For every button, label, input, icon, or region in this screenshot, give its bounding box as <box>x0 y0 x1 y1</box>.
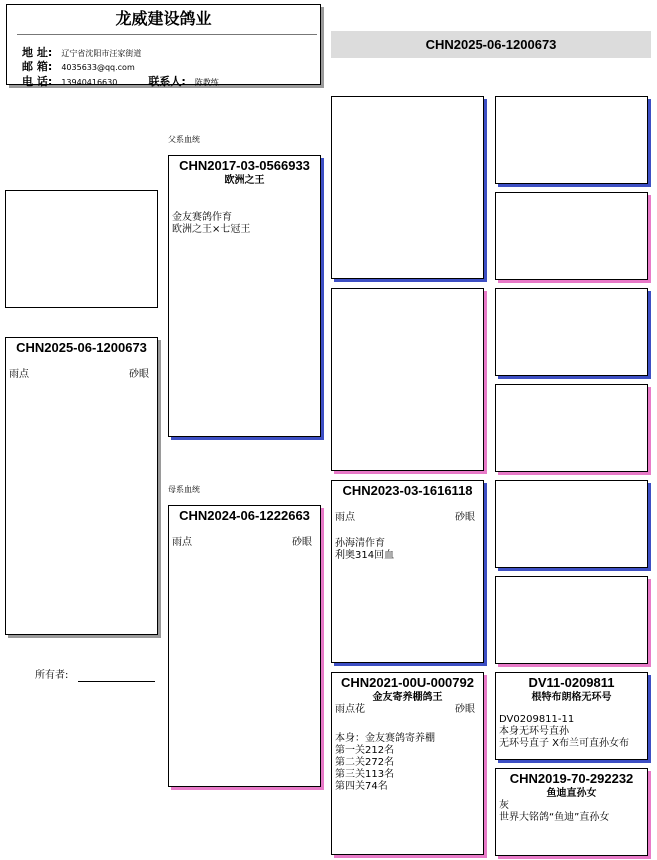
ddd-sire-name: 根特布朗格无环号 <box>531 692 612 703</box>
contact-value: 陈教练 <box>194 78 219 87</box>
dam-sire-attributes <box>332 512 483 524</box>
sire-card <box>168 155 321 437</box>
sire-sire-card <box>331 96 484 279</box>
ddd-sire-notes: DV0209811-11 本身无环号直孙 无环号直子 X布兰可直孙女布 <box>499 714 630 749</box>
pigeon-photo <box>5 190 158 308</box>
address-value: 辽宁省沈阳市汪家街道 <box>61 49 142 58</box>
dam-sire-eye: 砂眼 <box>455 512 475 523</box>
subject-ring: CHN2025-06-1200673 <box>16 340 147 355</box>
great-grandparent-3 <box>495 288 648 376</box>
dam-dam-card <box>331 672 484 855</box>
sire-name: 欧洲之王 <box>224 175 265 186</box>
ddd-dam-color: 灰 <box>499 800 509 811</box>
sire-ring: CHN2017-03-0566933 <box>179 158 310 173</box>
great-grandparent-2 <box>495 192 648 280</box>
header-divider <box>17 34 317 35</box>
breeder-name: 龙威建设鸽业 <box>115 9 212 28</box>
phone-row <box>22 70 219 89</box>
sire-section-label: 父系血统 <box>168 135 200 144</box>
dam-attributes <box>169 537 320 549</box>
owner-label: 所有者: <box>35 670 69 681</box>
top-ring-number: CHN2025-06-1200673 <box>425 37 557 52</box>
ddd-dam-ring: CHN2019-70-292232 <box>509 771 634 786</box>
phone-value: 13940416630 <box>61 78 118 87</box>
dam-ring: CHN2024-06-1222663 <box>179 508 310 523</box>
ddd-sire-card <box>495 672 648 760</box>
dam-sire-card <box>331 480 484 663</box>
subject-color: 雨点 <box>9 369 29 380</box>
ddd-dam-name: 鱼迪直孙女 <box>546 788 597 799</box>
phone-label: 电 话: <box>22 75 53 88</box>
dam-eye: 砂眼 <box>292 537 312 548</box>
subject-card <box>5 337 158 635</box>
dam-dam-ring: CHN2021-00U-000792 <box>341 675 474 690</box>
ddd-sire-ring: DV11-0209811 <box>528 675 615 690</box>
subject-eye: 砂眼 <box>129 369 149 380</box>
contact-label: 联系人: <box>148 75 186 88</box>
dam-color: 雨点 <box>172 537 192 548</box>
dam-sire-notes: 孙海清作育 利奥314回血 <box>335 538 395 561</box>
dam-sire-color: 雨点 <box>335 512 355 523</box>
dam-sire-ring: CHN2023-03-1616118 <box>342 483 473 498</box>
email-value: 4035633@qq.com <box>61 63 135 72</box>
dam-dam-notes: 本身：金友赛鸽寄养棚 第一关212名 第二关272名 第三关113名 第四关74名 <box>335 733 435 792</box>
dam-dam-color: 雨点花 <box>335 704 365 715</box>
subject-attributes <box>6 369 157 381</box>
great-grandparent-4 <box>495 384 648 472</box>
dam-dam-eye: 砂眼 <box>455 704 475 715</box>
ddd-dam-notes: 世界大铭鸽“鱼迪”直孙女 <box>499 812 610 823</box>
ddd-dam-card <box>495 768 648 856</box>
dam-dam-attributes <box>332 704 483 716</box>
sire-dam-card <box>331 288 484 471</box>
address-label: 地 址: <box>22 46 53 59</box>
email-label: 邮 箱: <box>22 60 53 73</box>
top-ring-bar <box>331 31 651 58</box>
dam-dam-name: 金友寄养棚鸽王 <box>372 692 443 703</box>
sire-notes: 金友赛鸽作育 欧洲之王×七冠王 <box>172 212 251 235</box>
owner-row <box>35 670 68 682</box>
dam-card <box>168 505 321 787</box>
dam-section-label: 母系血统 <box>168 485 200 494</box>
breeder-header <box>6 4 321 88</box>
great-grandparent-5 <box>495 480 648 568</box>
great-grandparent-6 <box>495 576 648 664</box>
owner-line <box>78 681 155 682</box>
great-grandparent-1 <box>495 96 648 184</box>
